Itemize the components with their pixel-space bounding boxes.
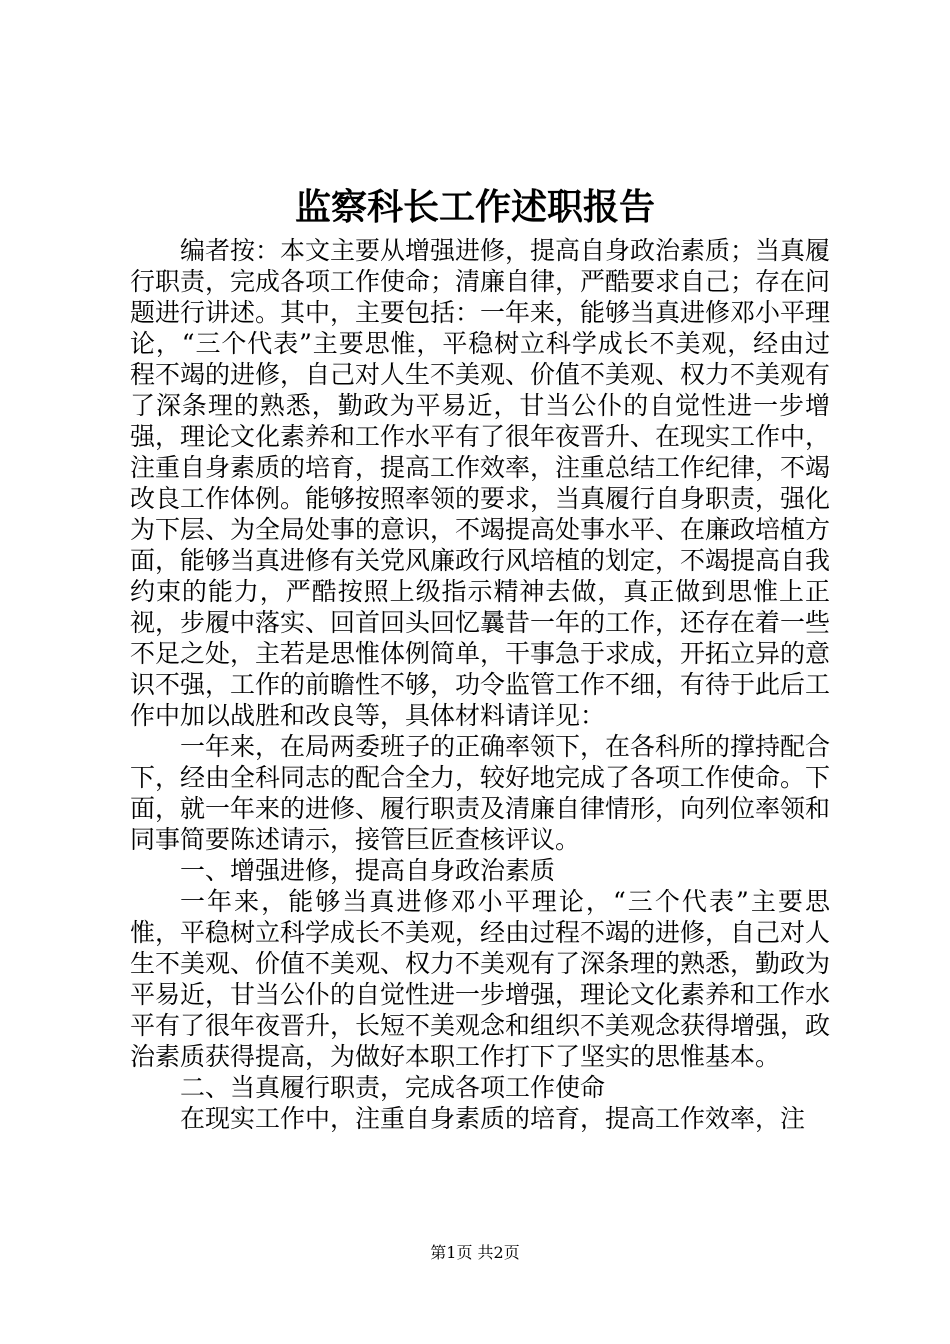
section-heading-1: 一、增强进修，提高自身政治素质 [180,856,556,885]
paragraph-intro: 一年来，在局两委班子的正确率领下，在各科所的撑持配合下，经由全科同志的配合全力，较好地完成了各项工作使命。下面，就一年来的进修、履行职责及清廉自律情形，向列位率领和同事简要陈述请示，接管巨匠查核评议。 [130,732,831,854]
paragraph-section-2: 在现实工作中，注重自身素质的培育，提高工作效率，注 [180,1104,806,1133]
paragraph-section-1: 一年来，能够当真进修邓小平理论，“三个代表”主要思惟，平稳树立科学成长不美观，经由过程不竭的进修，自己对人生不美观、价值不美观、权力不美观有了深条理的熟悉，勤政为平易近，甘当公仆的自觉性进一步增强，理论文化素养和工作水平有了很年夜晋升，长短不美观念和组织不美观念获得增强，政治素质获得提高，为做好本职工作打下了坚实的思惟基本。 [130,887,831,1071]
paragraph-editor-note: 编者按：本文主要从增强进修，提高自身政治素质；当真履行职责，完成各项工作使命；清廉自律，严酷要求自己；存在问题进行讲述。其中，主要包括：一年来，能够当真进修邓小平理论，“三个代表”主要思惟，平稳树立科学成长不美观，经由过程不竭的进修，自己对人生不美观、价值不美观、权力不美观有了深条理的熟悉，勤政为平易近，甘当公仆的自觉性进一步增强，理论文化素养和工作水平有了很年夜晋升、在现实工作中，注重自身素质的培育，提高工作效率，注重总结工作纪律，不竭改良工作体例。能够按照率领的要求，当真履行自身职责，强化为下层、为全局处事的意识，不竭提高处事水平、在廉政培植方面，能够当真进修有关党风廉政行风培植的划定，不竭提高自我约束的能力，严酷按照上级指示精神去做，真正做到思惟上正视，步履中落实、回首回头回忆曩昔一年的工作，还存在着一些不足之处，主若是思惟体例简单，干事急于求成，开拓立异的意识不强，工作的前瞻性不够，功令监管工作不细，有待于此后工作中加以战胜和改良等，具体材料请详见： [130,236,831,730]
document-title: 监察科长工作述职报告 [294,186,655,228]
page-footer: 第1页 共2页 [430,1243,520,1262]
section-heading-2: 二、当真履行职责，完成各项工作使命 [180,1073,606,1102]
document-body [130,235,830,1134]
